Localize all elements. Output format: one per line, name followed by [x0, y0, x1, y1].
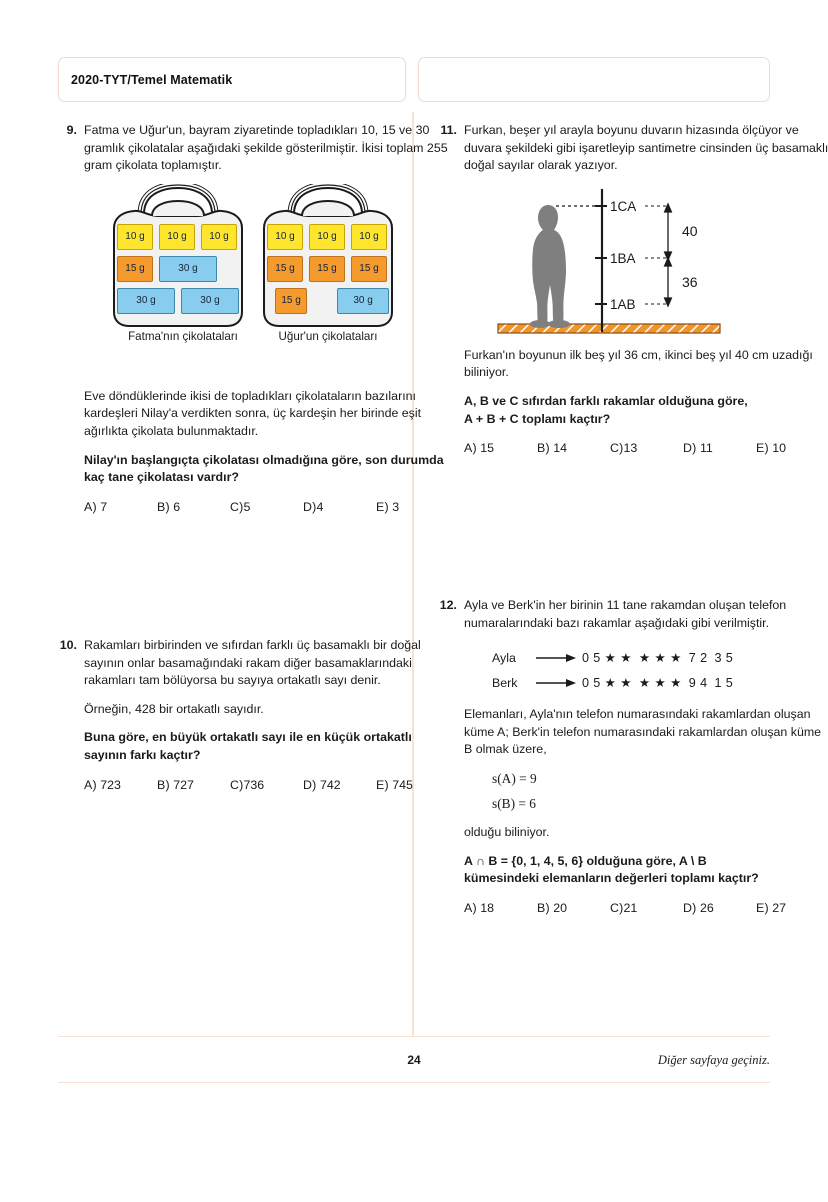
phone-digits [582, 675, 740, 690]
question-9-text2: Eve döndüklerinde ikisi de topladıkları çikolataların bazılarını kardeşleri Nilay'a verdikten sonra, üç kardeşin her birinde eşit ağırlıkta çikolata bulunmaktadır. [84, 388, 422, 438]
phone-name: Ayla [492, 650, 516, 665]
option-a[interactable]: A) 15 [464, 441, 495, 456]
option-e[interactable]: E) 745 [376, 777, 413, 792]
option-c[interactable]: C)5 [230, 499, 251, 514]
phone-group: 0 5 ★ ★ [582, 651, 632, 666]
figure-captions [108, 330, 408, 343]
question-9-number: 9. [66, 123, 77, 137]
question-10-number: 10. [59, 638, 77, 652]
svg-text:1AB: 1AB [610, 296, 636, 312]
svg-text:36: 36 [682, 273, 698, 290]
set-cardinality-a: s(A) = 9 [492, 770, 537, 786]
chocolate-item: 10 g [117, 224, 153, 250]
chocolate-item: 15 g [351, 256, 387, 282]
header-box-left [58, 57, 406, 102]
question-12-number: 12. [439, 598, 457, 612]
bag-fatma [108, 184, 248, 329]
option-b[interactable]: B) 14 [537, 441, 568, 456]
phone-name: Berk [492, 675, 518, 690]
question-9-text: Fatma ve Uğur'un, bayram ziyaretinde topladıkları 10, 15 ve 30 gramlık çikolatalar aşağıdaki şekilde gösterilmiştir. İkisi toplam 255 gram çikolata toplamıştır. [84, 123, 448, 173]
page-header [58, 57, 770, 102]
chocolate-item: 10 g [159, 224, 195, 250]
option-c[interactable]: C)736 [230, 777, 265, 792]
page-title: 2020-TYT/Temel Matematik [71, 72, 233, 87]
question-11 [438, 122, 828, 456]
chocolate-item: 10 g [309, 224, 345, 250]
question-10-options [84, 778, 449, 792]
phone-group: 0 5 ★ ★ [582, 676, 632, 691]
footer-divider-bottom [58, 1082, 770, 1083]
chocolate-item: 15 g [117, 256, 153, 282]
chocolate-item: 10 g [351, 224, 387, 250]
footer-note: Diğer sayfaya geçiniz. [657, 1053, 770, 1067]
phone-row-ayla [492, 645, 828, 670]
question-10-text2: Örneğin, 428 bir ortakatlı sayıdır. [84, 701, 264, 716]
question-11-prompt-line2: A + B + C toplamı kaçtır? [464, 411, 611, 426]
chocolate-item: 30 g [337, 288, 389, 314]
question-12-options [464, 901, 828, 915]
option-a[interactable]: A) 18 [464, 900, 495, 915]
question-12-prompt-line2: kümesindeki elemanların değerleri toplamı kaçtır? [464, 871, 759, 886]
bag-ugur-contents [267, 224, 389, 314]
phone-digits [582, 650, 740, 665]
arrow-icon [536, 653, 578, 663]
question-12-prompt-line1: A ∩ B = {0, 1, 4, 5, 6} olduğuna göre, A \ B [464, 853, 707, 868]
option-b[interactable]: B) 727 [157, 777, 194, 792]
question-12-text3: olduğu biliniyor. [464, 824, 550, 839]
question-11-prompt-line1: A, B ve C sıfırdan farklı rakamlar olduğuna göre, [464, 393, 748, 408]
phone-group: ★ ★ ★ [638, 651, 682, 666]
question-11-figure [486, 185, 746, 337]
bag-fatma-caption: Fatma'nın çikolataları [128, 329, 238, 343]
chocolate-item: 30 g [159, 256, 217, 282]
option-d[interactable]: D) 742 [303, 777, 341, 792]
arrow-icon [536, 678, 578, 688]
question-9 [58, 122, 448, 514]
option-e[interactable]: E) 10 [756, 441, 787, 456]
svg-text:1BA: 1BA [610, 250, 636, 266]
phone-group: 9 4 [688, 676, 708, 691]
chocolate-item: 15 g [267, 256, 303, 282]
bag-ugur [258, 184, 398, 329]
option-d[interactable]: D)4 [303, 499, 324, 514]
question-11-text: Furkan, beşer yıl arayla boyunu duvarın hizasında ölçüyor ve duvara şekildeki gibi işaretleyip santimetre cinsinden üç basamaklı doğal sayılar olarak yazıyor. [464, 123, 828, 173]
question-12-text2: Elemanları, Ayla'nın telefon numarasındaki rakamlardan oluşan küme A; Berk'in telefon numarasındaki rakamlardan oluşan küme B olmak üzere, [464, 707, 822, 757]
footer-divider-top [58, 1036, 770, 1037]
question-11-text2: Furkan'ın boyunun ilk beş yıl 36 cm, ikinci beş yıl 40 cm uzadığı biliniyor. [464, 347, 813, 380]
chocolate-item: 30 g [117, 288, 175, 314]
chocolate-item: 10 g [267, 224, 303, 250]
svg-text:1CA: 1CA [610, 198, 637, 214]
phone-numbers [492, 645, 828, 695]
chocolate-item: 15 g [275, 288, 307, 314]
question-9-options [84, 500, 449, 514]
chocolate-item: 30 g [181, 288, 239, 314]
header-box-right [418, 57, 770, 102]
question-10 [58, 637, 421, 792]
option-c[interactable]: C)13 [610, 441, 638, 456]
set-cardinality-b: s(B) = 6 [492, 795, 537, 811]
bag-fatma-contents [117, 224, 239, 314]
option-e[interactable]: E) 27 [756, 900, 787, 915]
question-11-options [464, 441, 828, 455]
option-c[interactable]: C)21 [610, 900, 638, 915]
option-d[interactable]: D) 26 [683, 900, 714, 915]
phone-row-berk [492, 670, 828, 695]
bag-ugur-caption: Uğur'un çikolataları [278, 329, 378, 343]
option-a[interactable]: A) 7 [84, 499, 108, 514]
question-11-number: 11. [440, 123, 457, 137]
question-10-text: Rakamları birbirinden ve sıfırdan farklı üç basamaklı bir doğal sayının onlar basamağındaki rakam diğer basamaklarındaki rakamları tam bölüyorsa bu sayıya ortakatlı sayı denir. [84, 638, 421, 688]
option-b[interactable]: B) 6 [157, 499, 181, 514]
phone-group: 7 2 [688, 651, 708, 666]
svg-text:40: 40 [682, 222, 698, 239]
phone-group: 1 5 [714, 676, 734, 691]
question-9-figure [108, 184, 408, 354]
chocolate-item: 15 g [309, 256, 345, 282]
option-d[interactable]: D) 11 [683, 441, 713, 456]
phone-group: 3 5 [714, 651, 734, 666]
chocolate-item: 10 g [201, 224, 237, 250]
option-b[interactable]: B) 20 [537, 900, 568, 915]
question-9-prompt: Nilay'ın başlangıçta çikolatası olmadığına göre, son durumda kaç tane çikolatası vardır? [84, 452, 444, 485]
page-number: 24 [407, 1053, 421, 1067]
question-12-text: Ayla ve Berk'in her birinin 11 tane rakamdan oluşan telefon numaralarındaki bazı rakamlar aşağıdaki gibi verilmiştir. [464, 598, 787, 630]
question-10-prompt: Buna göre, en büyük ortakatlı sayı ile en küçük ortakatlı sayının farkı kaçtır? [84, 730, 412, 762]
option-e[interactable]: E) 3 [376, 499, 400, 514]
phone-group: ★ ★ ★ [638, 676, 682, 691]
option-a[interactable]: A) 723 [84, 777, 121, 792]
question-12 [438, 597, 822, 915]
